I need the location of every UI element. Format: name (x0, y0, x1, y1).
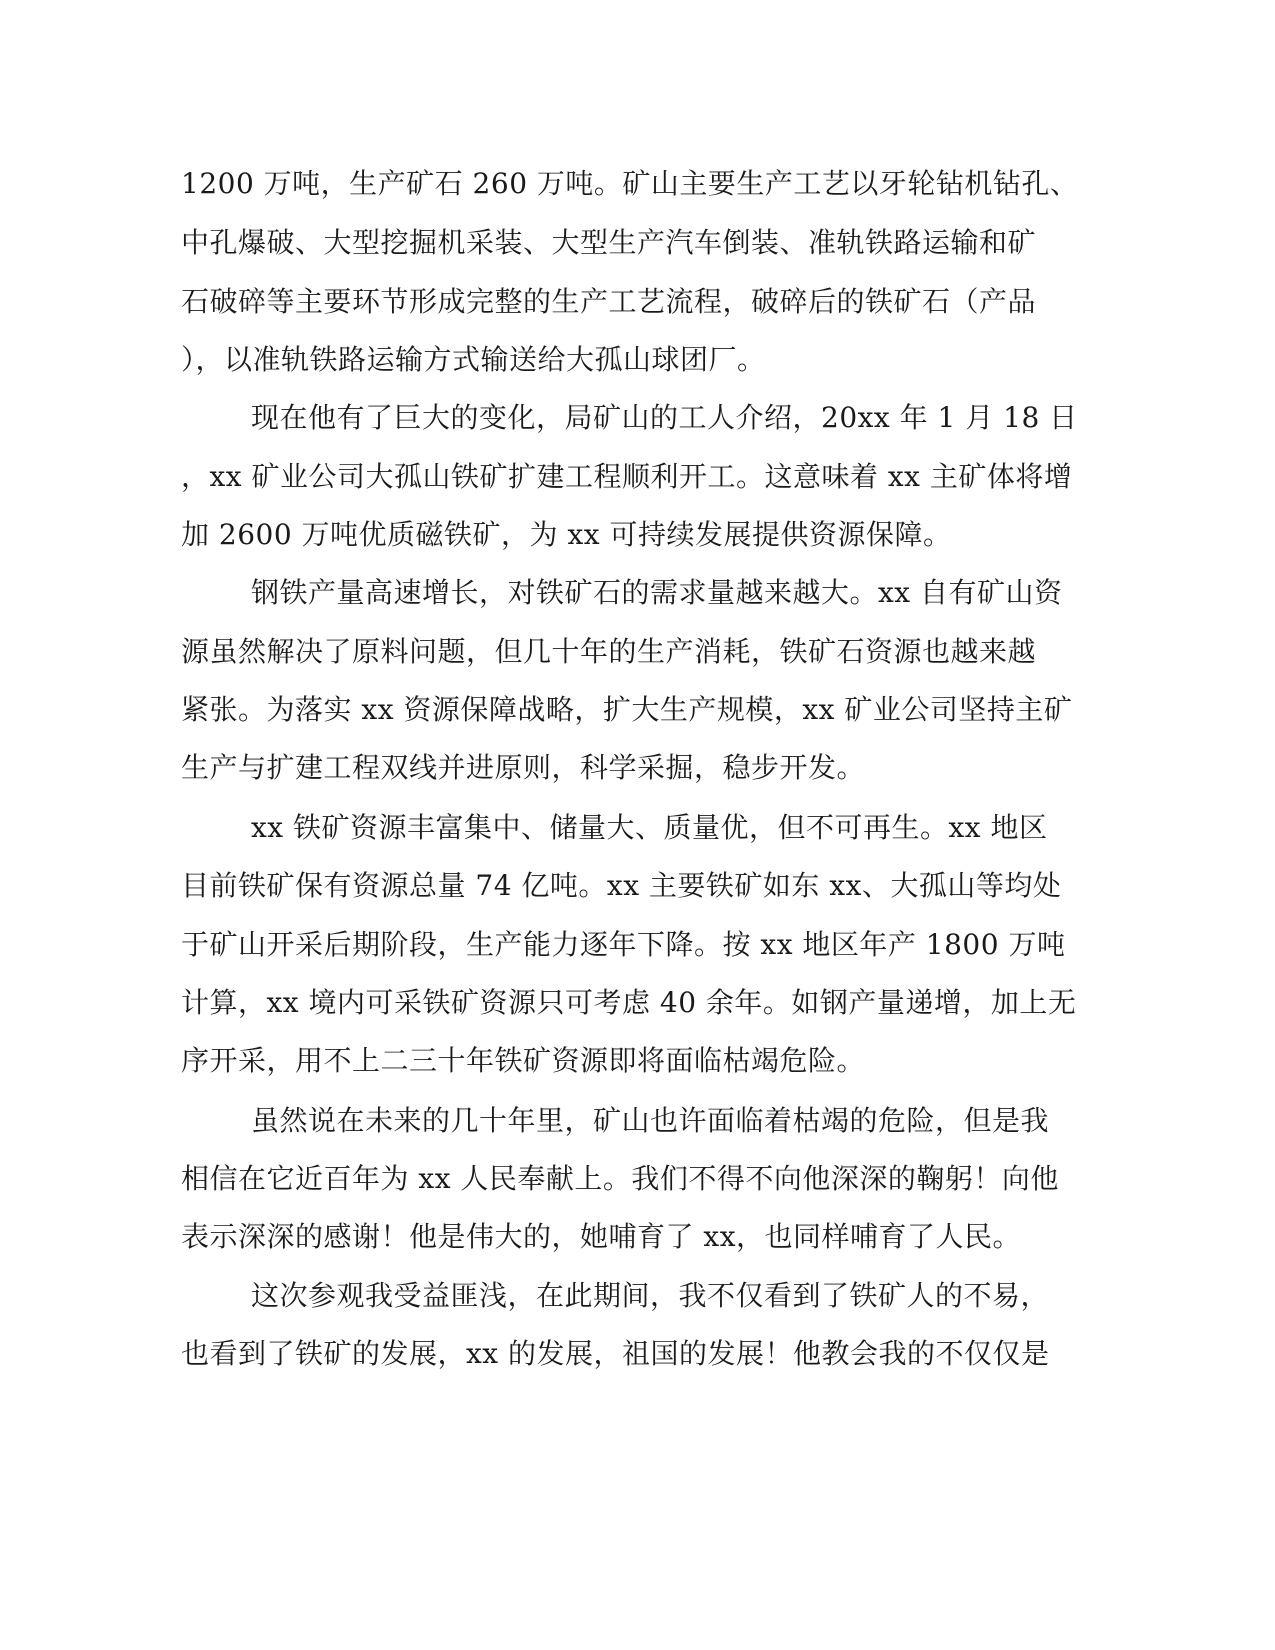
text-line: 这次参观我受益匪浅，在此期间，我不仅看到了铁矿人的不易， (251, 1279, 1050, 1312)
text-line: 目前铁矿保有资源总量 74 亿吨。xx 主要铁矿如东 xx、大孤山等均处 (181, 869, 1062, 902)
text-line: 源虽然解决了原料问题，但几十年的生产消耗，铁矿石资源也越来越 (181, 635, 1037, 668)
text-line: 钢铁产量高速增长，对铁矿石的需求量越来越大。xx 自有矿山资 (251, 576, 1063, 609)
text-line: 1200 万吨，生产矿石 260 万吨。矿山主要生产工艺以牙轮钻机钻孔、 (181, 167, 1079, 200)
text-line: xx 铁矿资源丰富集中、储量大、质量优，但不可再生。xx 地区 (251, 811, 1048, 844)
text-line: 石破碎等主要环节形成完整的生产工艺流程，破碎后的铁矿石（产品 (181, 285, 1037, 318)
text-line: 也看到了铁矿的发展，xx 的发展，祖国的发展！他教会我的不仅仅是 (181, 1337, 1050, 1370)
text-line: 现在他有了巨大的变化，局矿山的工人介绍，20xx 年 1 月 18 日 (251, 401, 1078, 434)
text-line: 中孔爆破、大型挖掘机采装、大型生产汽车倒装、准轨铁路运输和矿 (181, 226, 1037, 259)
text-line: ，xx 矿业公司大孤山铁矿扩建工程顺利开工。这意味着 xx 主矿体将增 (181, 460, 1073, 493)
text-line: 计算，xx 境内可采铁矿资源只可考虑 40 余年。如钢产量递增，加上无 (181, 986, 1077, 1019)
text-line: 于矿山开采后期阶段，生产能力逐年下降。按 xx 地区年产 1800 万吨 (181, 928, 1066, 961)
text-line: 紧张。为落实 xx 资源保障战略，扩大生产规模，xx 矿业公司坚持主矿 (181, 693, 1073, 726)
text-line: ），以准轨铁路运输方式输送给大孤山球团厂。 (181, 343, 766, 376)
text-line: 虽然说在未来的几十年里，矿山也许面临着枯竭的危险，但是我 (251, 1104, 1050, 1137)
text-line: 生产与扩建工程双线并进原则，科学采掘，稳步开发。 (181, 751, 866, 784)
text-line: 表示深深的感谢！他是伟大的，她哺育了 xx，也同样哺育了人民。 (181, 1220, 1021, 1253)
text-line: 序开采，用不上二三十年铁矿资源即将面临枯竭危险。 (181, 1044, 866, 1077)
text-line: 相信在它近百年为 xx 人民奉献上。我们不得不向他深深的鞠躬！向他 (181, 1162, 1059, 1195)
text-line: 加 2600 万吨优质磁铁矿，为 xx 可持续发展提供资源保障。 (181, 518, 952, 551)
